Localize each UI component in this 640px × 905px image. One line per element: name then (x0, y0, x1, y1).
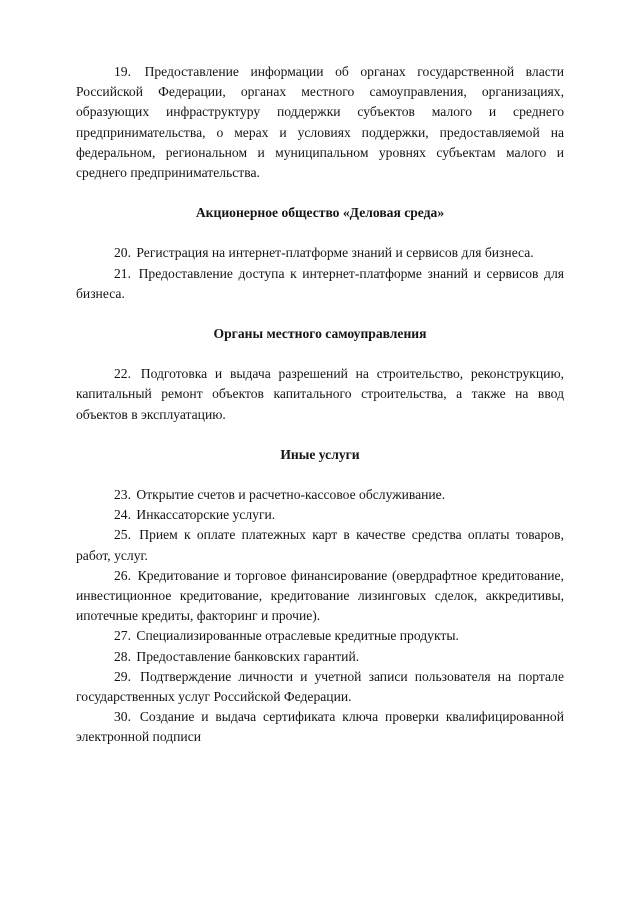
item-text: Предоставление доступа к интернет-платформе знаний и сервисов для бизнеса. (76, 265, 564, 301)
item-number: 19. (114, 64, 131, 79)
item-number: 22. (114, 366, 131, 382)
list-item-21 (76, 264, 564, 304)
item-number: 25. (114, 527, 131, 543)
item-number: 24. (114, 507, 131, 523)
list-item-28 (76, 647, 564, 667)
list-item-26 (76, 566, 564, 627)
section-heading-local-gov: Органы местного самоуправления (213, 326, 427, 342)
section-heading-other-services: Иные услуги (280, 446, 360, 462)
item-number: 29. (114, 668, 131, 684)
item-text: Кредитование и торговое финансирование (овердрафтное кредитование, инвестиционное кредитование, кредитование лизинговых сделок, аккредитивы, ипотечные кредиты, факторинг и прочие). (76, 567, 564, 624)
list-item-27 (76, 626, 564, 646)
section-heading-delovaya-sreda: Акционерное общество «Деловая среда» (195, 205, 445, 221)
list-item-30 (76, 707, 564, 747)
item-number: 30. (114, 709, 131, 725)
list-item-22 (76, 364, 564, 425)
document-page (76, 62, 564, 748)
item-text: Предоставление банковских гарантий. (136, 648, 360, 664)
item-number: 20. (114, 245, 131, 261)
list-item-19 (76, 62, 564, 183)
list-item-25 (76, 525, 564, 565)
list-item-20 (76, 243, 564, 263)
list-item-24 (76, 505, 564, 525)
item-text: Предоставление информации об органах государственной власти Российской Федерации, органах местного самоуправления, организациях, образующих инфраструктуру поддержки субъектов малого и среднего предпринимательства, о мерах и условиях поддержки, предоставляемой на федеральном, региональном и муниципальном уровнях субъектам малого и среднего предпринимательства. (76, 64, 564, 181)
item-text: Подготовка и выдача разрешений на строительство, реконструкцию, капитальный ремонт объектов капитального строительства, а также на ввод объектов в эксплуатацию. (76, 366, 564, 422)
list-item-23 (76, 485, 564, 505)
item-text: Регистрация на интернет-платформе знаний и сервисов для бизнеса. (136, 245, 534, 261)
item-number: 27. (114, 628, 131, 644)
item-number: 23. (114, 487, 131, 503)
item-number: 26. (114, 567, 131, 583)
item-text: Подтверждение личности и учетной записи пользователя на портале государственных услуг Российской Федерации. (76, 668, 564, 705)
item-text: Открытие счетов и расчетно-кассовое обслуживание. (136, 487, 446, 503)
item-text: Инкассаторские услуги. (136, 507, 276, 523)
item-text: Прием к оплате платежных карт в качестве средства оплаты товаров, работ, услуг. (76, 527, 564, 563)
item-text: Создание и выдача сертификата ключа проверки квалифицированной электронной подписи (76, 709, 564, 745)
item-text: Специализированные отраслевые кредитные продукты. (136, 628, 459, 644)
item-number: 28. (114, 648, 131, 664)
item-number: 21. (114, 265, 131, 281)
list-item-29 (76, 667, 564, 707)
